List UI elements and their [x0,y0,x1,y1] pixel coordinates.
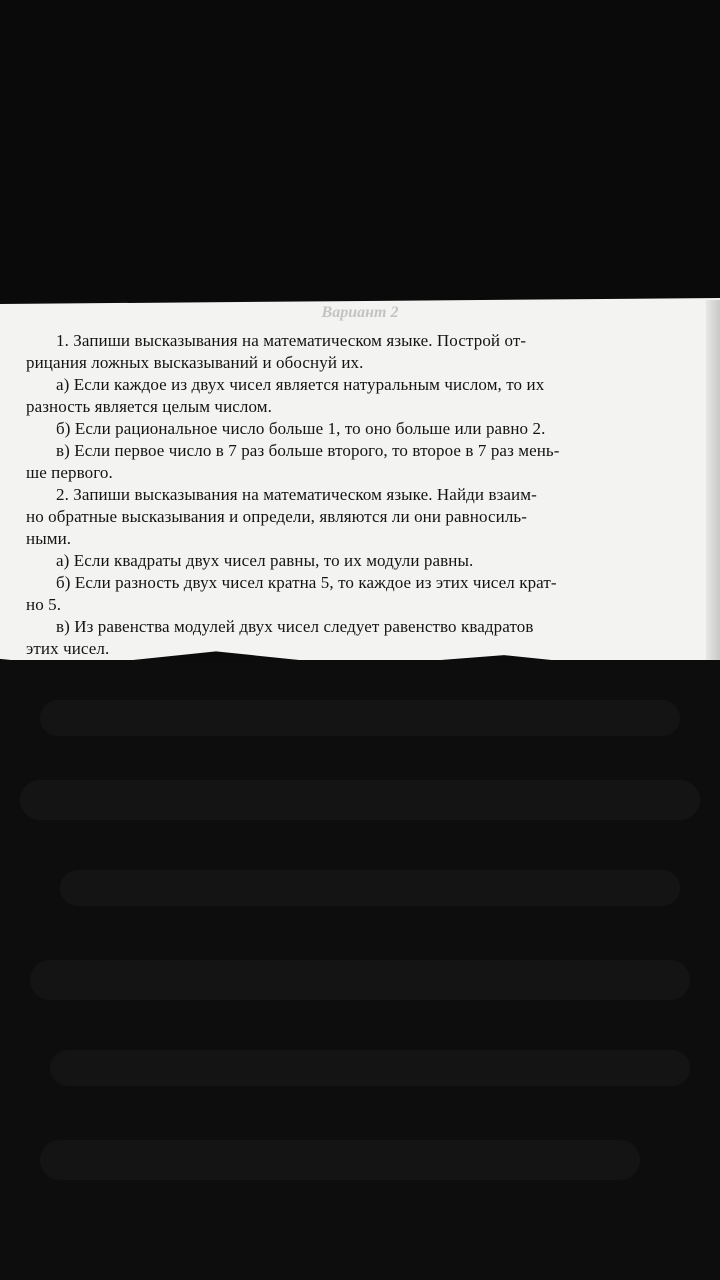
variant-heading: Вариант 2 [321,304,399,321]
task-text [26,330,696,660]
scribble-mark [40,1140,640,1180]
text-line: но обратные высказывания и определи, являются ли они равносиль- [26,507,528,526]
top-redaction [0,0,720,300]
text-line: в) Если первое число в 7 раз больше второго, то второе в 7 раз мень- [56,441,560,460]
text-line: этих чисел. [26,639,110,658]
scribble-mark [50,1050,690,1086]
scribble-mark [40,700,680,736]
text-line: б) Если рациональное число больше 1, то оно больше или равно 2. [56,419,546,438]
text-line: 1. Запиши высказывания на математическом языке. Построй от- [56,331,527,350]
text-line: разность является целым числом. [26,397,272,416]
scribble-mark [60,870,680,906]
text-line: ше первого. [26,463,113,482]
text-line: рицания ложных высказываний и обоснуй их. [26,353,364,372]
bottom-redaction [0,660,720,1280]
text-line: а) Если каждое из двух чисел является натуральным числом, то их [56,375,545,394]
paper-edge [706,300,720,670]
text-line: в) Из равенства модулей двух чисел следует равенство квадратов [56,617,534,636]
text-line: ными. [26,529,72,548]
text-line: б) Если разность двух чисел кратна 5, то каждое из этих чисел крат- [56,573,557,592]
text-line: 2. Запиши высказывания на математическом языке. Найди взаим- [56,485,537,504]
scribble-mark [30,960,690,1000]
text-line: а) Если квадраты двух чисел равны, то их модули равны. [56,551,474,570]
scribble-mark [20,780,700,820]
text-line: но 5. [26,595,62,614]
